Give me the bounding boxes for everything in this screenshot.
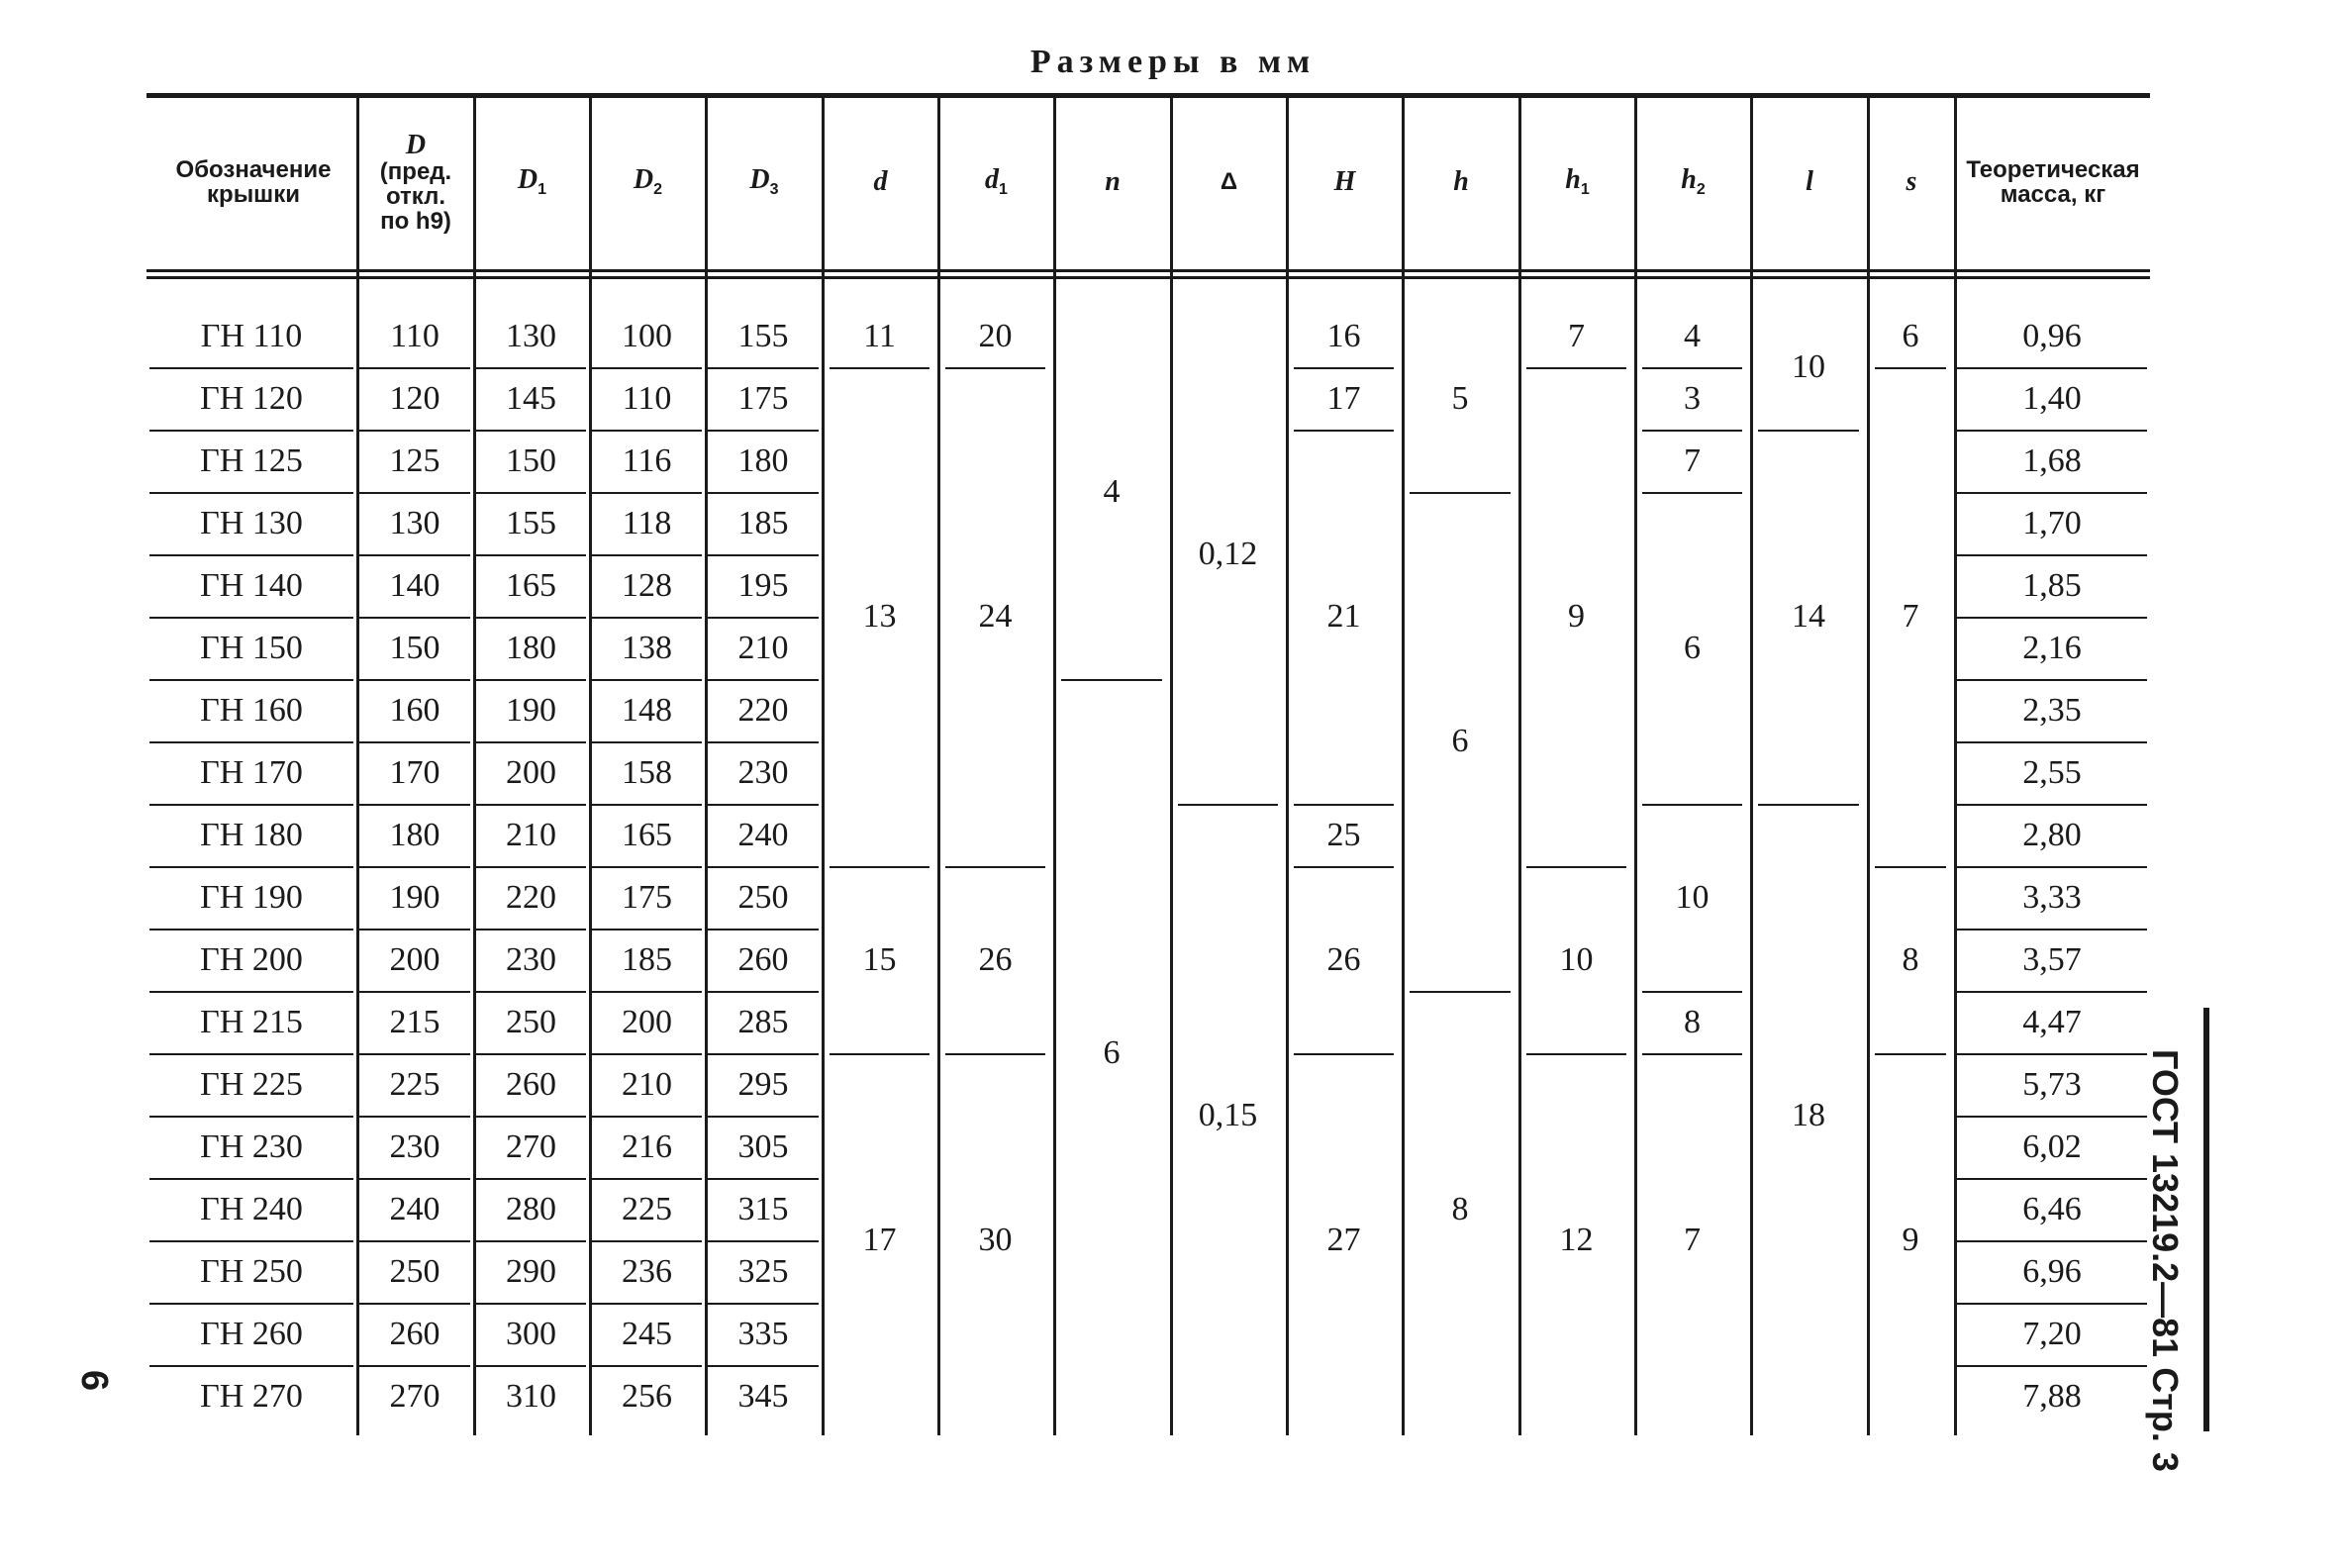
document-stamp: ГОСТ 13219.2—81 Стр. 3	[2145, 1049, 2186, 1472]
span-cell-h2: 4	[1684, 317, 1701, 354]
table-cell-name: ГН 260	[200, 1315, 303, 1352]
span-cell-H: 16	[1326, 317, 1361, 354]
table-cell-D1: 165	[506, 566, 556, 604]
header-h2	[1636, 101, 1750, 263]
table-cell-mass: 2,80	[2022, 816, 2082, 853]
table-cell-D: 190	[389, 878, 440, 916]
span-cell-h1: 10	[1559, 940, 1594, 978]
header-mass-line1: Теоретическая	[1966, 155, 2140, 183]
table-cell-mass: 6,46	[2022, 1190, 2082, 1227]
table-cell-mass: 6,02	[2022, 1127, 2082, 1165]
header-d1-symbol: d	[985, 164, 1000, 196]
table-cell-D3: 285	[737, 1003, 789, 1040]
table-cell-D2: 118	[622, 504, 672, 541]
header-D2-symbol: D	[633, 164, 654, 196]
span-cell-s: 7	[1902, 598, 1919, 635]
header-D1	[475, 101, 589, 263]
header-name	[150, 101, 356, 263]
span-cell-d1: 24	[978, 598, 1013, 635]
span-cell-h2: 8	[1684, 1003, 1701, 1040]
table-cell-D1: 260	[506, 1065, 556, 1103]
span-cell-n: 6	[1103, 1034, 1121, 1071]
span-cell-l: 14	[1792, 598, 1825, 635]
span-cell-h2: 7	[1684, 441, 1701, 479]
table-cell-D3: 220	[737, 691, 789, 729]
span-cell-h1: 7	[1568, 317, 1585, 354]
table-cell-D2: 148	[622, 691, 672, 729]
table-cell-D2: 128	[622, 566, 672, 604]
header-D1-sub: 1	[538, 181, 547, 198]
table-cell-D2: 236	[622, 1252, 672, 1290]
table-cell-D: 230	[389, 1127, 440, 1165]
dimensions-table	[147, 93, 2150, 1439]
header-D3-sub: 3	[769, 181, 779, 198]
table-cell-mass: 0,96	[2022, 317, 2082, 354]
table-cell-D1: 200	[506, 753, 556, 791]
table-cell-D3: 305	[737, 1127, 789, 1165]
table-cell-D2: 138	[622, 629, 672, 666]
span-cell-d1: 26	[978, 940, 1013, 978]
table-cell-mass: 5,73	[2022, 1065, 2082, 1103]
table-cell-D1: 180	[506, 629, 556, 666]
span-cell-d: 17	[862, 1222, 897, 1258]
span-cell-H: 25	[1326, 816, 1361, 853]
table-cell-D: 260	[389, 1315, 440, 1352]
span-cell-delta: 0,15	[1198, 1097, 1258, 1133]
header-s	[1869, 101, 1954, 263]
span-cell-h2: 7	[1684, 1222, 1701, 1258]
span-cell-s: 9	[1902, 1222, 1919, 1258]
table-cell-D: 110	[390, 317, 440, 354]
header-H	[1288, 101, 1402, 263]
header-delta-symbol: Δ	[1220, 168, 1238, 196]
table-cell-name: ГН 190	[200, 878, 303, 916]
header-D-note3: по h9)	[380, 208, 451, 236]
table-cell-mass: 1,85	[2022, 566, 2082, 604]
header-s-symbol: s	[1906, 166, 1917, 198]
table-cell-D: 180	[389, 816, 440, 853]
table-cell-name: ГН 110	[200, 317, 303, 354]
table-cell-D2: 256	[622, 1377, 672, 1415]
header-h-symbol: h	[1453, 166, 1469, 198]
header-D-note2: откл.	[385, 183, 446, 211]
table-cell-D2: 225	[622, 1190, 672, 1227]
table-cell-D1: 290	[506, 1252, 556, 1290]
table-cell-D3: 240	[737, 816, 789, 853]
header-D3-symbol: D	[749, 164, 770, 196]
header-l-symbol: l	[1806, 166, 1813, 198]
span-cell-h2: 10	[1675, 878, 1710, 916]
span-cell-n: 4	[1103, 473, 1121, 510]
table-cell-D: 250	[389, 1252, 440, 1290]
table-cell-D1: 220	[506, 878, 556, 916]
table-cell-D3: 210	[737, 629, 789, 666]
table-cell-mass: 2,16	[2022, 629, 2082, 666]
table-cell-name: ГН 200	[200, 940, 303, 978]
table-cell-D3: 345	[737, 1377, 789, 1415]
span-cell-s: 8	[1902, 940, 1919, 978]
table-cell-D1: 155	[506, 504, 556, 541]
table-cell-mass: 3,33	[2022, 878, 2082, 916]
table-cell-D2: 175	[622, 878, 672, 916]
header-h2-symbol: h	[1681, 164, 1697, 196]
table-cell-D1: 210	[506, 816, 556, 853]
table-cell-D: 140	[389, 566, 440, 604]
table-cell-D3: 195	[737, 566, 789, 604]
span-cell-l: 18	[1792, 1097, 1825, 1133]
table-cell-D2: 116	[622, 441, 672, 479]
header-h1	[1520, 101, 1634, 263]
table-cell-D1: 150	[506, 441, 556, 479]
table-cell-D1: 190	[506, 691, 556, 729]
table-cell-name: ГН 215	[200, 1003, 303, 1040]
table-cell-name: ГН 230	[200, 1127, 303, 1165]
span-cell-h1: 9	[1568, 598, 1585, 635]
table-cell-D: 270	[389, 1377, 440, 1415]
header-mass-line2: масса, кг	[2000, 181, 2106, 208]
table-cell-D2: 210	[622, 1065, 672, 1103]
header-d1	[939, 101, 1053, 263]
table-cell-name: ГН 250	[200, 1252, 303, 1290]
header-rule-upper	[147, 269, 2150, 272]
side-rule	[2203, 1008, 2209, 1431]
table-cell-mass: 1,70	[2022, 504, 2082, 541]
table-cell-D1: 230	[506, 940, 556, 978]
table-cell-D: 160	[389, 691, 440, 729]
table-cell-D: 120	[389, 379, 440, 417]
header-mass	[1956, 101, 2150, 263]
header-D1-symbol: D	[517, 164, 538, 196]
header-rule-lower	[147, 276, 2150, 279]
table-cell-D: 200	[389, 940, 440, 978]
table-cell-mass: 2,55	[2022, 753, 2082, 791]
table-cell-D3: 155	[737, 317, 789, 354]
table-cell-D2: 110	[622, 379, 672, 417]
table-cell-mass: 2,35	[2022, 691, 2082, 729]
span-cell-h: 6	[1451, 723, 1469, 759]
header-n	[1055, 101, 1170, 263]
table-cell-D1: 270	[506, 1127, 556, 1165]
table-cell-mass: 7,20	[2022, 1315, 2082, 1352]
table-cell-D3: 185	[737, 504, 789, 541]
table-cell-mass: 1,68	[2022, 441, 2082, 479]
span-cell-d: 13	[862, 598, 897, 635]
header-h1-sub: 1	[1580, 181, 1590, 198]
span-cell-d1: 30	[978, 1222, 1013, 1258]
table-cell-D2: 216	[622, 1127, 672, 1165]
header-l	[1752, 101, 1867, 263]
header-d1-sub: 1	[999, 181, 1008, 198]
table-cell-mass: 4,47	[2022, 1003, 2082, 1040]
span-cell-H: 21	[1326, 598, 1361, 635]
table-cell-D1: 145	[506, 379, 556, 417]
table-cell-D2: 100	[622, 317, 672, 354]
table-cell-D3: 315	[737, 1190, 789, 1227]
table-cell-name: ГН 120	[200, 379, 303, 417]
table-cell-D: 170	[389, 753, 440, 791]
table-cell-D3: 260	[737, 940, 789, 978]
span-cell-H: 17	[1326, 379, 1361, 417]
table-cell-D: 215	[389, 1003, 440, 1040]
header-D	[358, 101, 473, 263]
table-cell-D: 125	[389, 441, 440, 479]
table-cell-D3: 175	[737, 379, 789, 417]
table-cell-D3: 180	[737, 441, 789, 479]
table-cell-D2: 165	[622, 816, 672, 853]
table-cell-name: ГН 160	[200, 691, 303, 729]
table-cell-D1: 300	[506, 1315, 556, 1352]
table-cell-name: ГН 180	[200, 816, 303, 853]
span-cell-d: 15	[862, 940, 897, 978]
header-name-line1: Обозначение	[175, 155, 332, 183]
table-cell-D2: 245	[622, 1315, 672, 1352]
table-cell-name: ГН 240	[200, 1190, 303, 1227]
table-top-rule	[147, 93, 2150, 98]
span-cell-l: 10	[1792, 348, 1825, 385]
header-D3	[707, 101, 822, 263]
table-cell-name: ГН 125	[200, 441, 303, 479]
table-cell-name: ГН 150	[200, 629, 303, 666]
header-D-symbol: D	[405, 129, 427, 160]
header-h	[1404, 101, 1518, 263]
table-cell-D1: 130	[506, 317, 556, 354]
header-h2-sub: 2	[1696, 181, 1706, 198]
table-cell-D2: 185	[622, 940, 672, 978]
header-D2	[591, 101, 705, 263]
table-cell-D1: 250	[506, 1003, 556, 1040]
header-n-symbol: n	[1105, 166, 1121, 198]
table-cell-D: 240	[389, 1190, 440, 1227]
header-name-line2: крышки	[207, 181, 300, 208]
span-cell-d1: 20	[978, 317, 1013, 354]
table-cell-name: ГН 170	[200, 753, 303, 791]
table-cell-D3: 335	[737, 1315, 789, 1352]
table-cell-D1: 310	[506, 1377, 556, 1415]
header-H-symbol: H	[1333, 166, 1356, 198]
table-cell-D3: 230	[737, 753, 789, 791]
table-cell-name: ГН 270	[200, 1377, 303, 1415]
table-cell-name: ГН 140	[200, 566, 303, 604]
span-cell-h2: 3	[1684, 379, 1701, 417]
table-cell-name: ГН 130	[200, 504, 303, 541]
table-cell-D: 150	[389, 629, 440, 666]
table-cell-mass: 1,40	[2022, 379, 2082, 417]
table-cell-name: ГН 225	[200, 1065, 303, 1103]
span-cell-delta: 0,12	[1198, 536, 1258, 572]
span-cell-h: 8	[1451, 1190, 1469, 1227]
table-cell-mass: 6,96	[2022, 1252, 2082, 1290]
table-cell-D2: 158	[622, 753, 672, 791]
table-cell-D: 225	[389, 1065, 440, 1103]
span-cell-h2: 6	[1684, 629, 1701, 666]
table-cell-mass: 3,57	[2022, 940, 2082, 978]
span-cell-h: 5	[1451, 379, 1469, 417]
span-cell-H: 26	[1326, 940, 1361, 978]
header-D-note1: (пред.	[379, 157, 452, 185]
table-cell-mass: 7,88	[2022, 1377, 2082, 1415]
table-cell-D3: 325	[737, 1252, 789, 1290]
header-d	[824, 101, 937, 263]
header-delta	[1172, 101, 1286, 263]
span-cell-H: 27	[1326, 1222, 1361, 1258]
span-cell-d: 11	[863, 317, 896, 354]
table-cell-D: 130	[389, 504, 440, 541]
header-d-symbol: d	[873, 166, 888, 198]
header-D2-sub: 2	[653, 181, 663, 198]
table-cell-D2: 200	[622, 1003, 672, 1040]
header-h1-symbol: h	[1565, 164, 1581, 196]
page-number: 6	[73, 1370, 115, 1392]
table-caption: Размеры в мм	[1029, 44, 1317, 80]
span-cell-s: 6	[1902, 317, 1919, 354]
table-cell-D3: 295	[737, 1065, 789, 1103]
table-cell-D3: 250	[737, 878, 789, 916]
table-cell-D1: 280	[506, 1190, 556, 1227]
span-cell-h1: 12	[1559, 1222, 1594, 1258]
